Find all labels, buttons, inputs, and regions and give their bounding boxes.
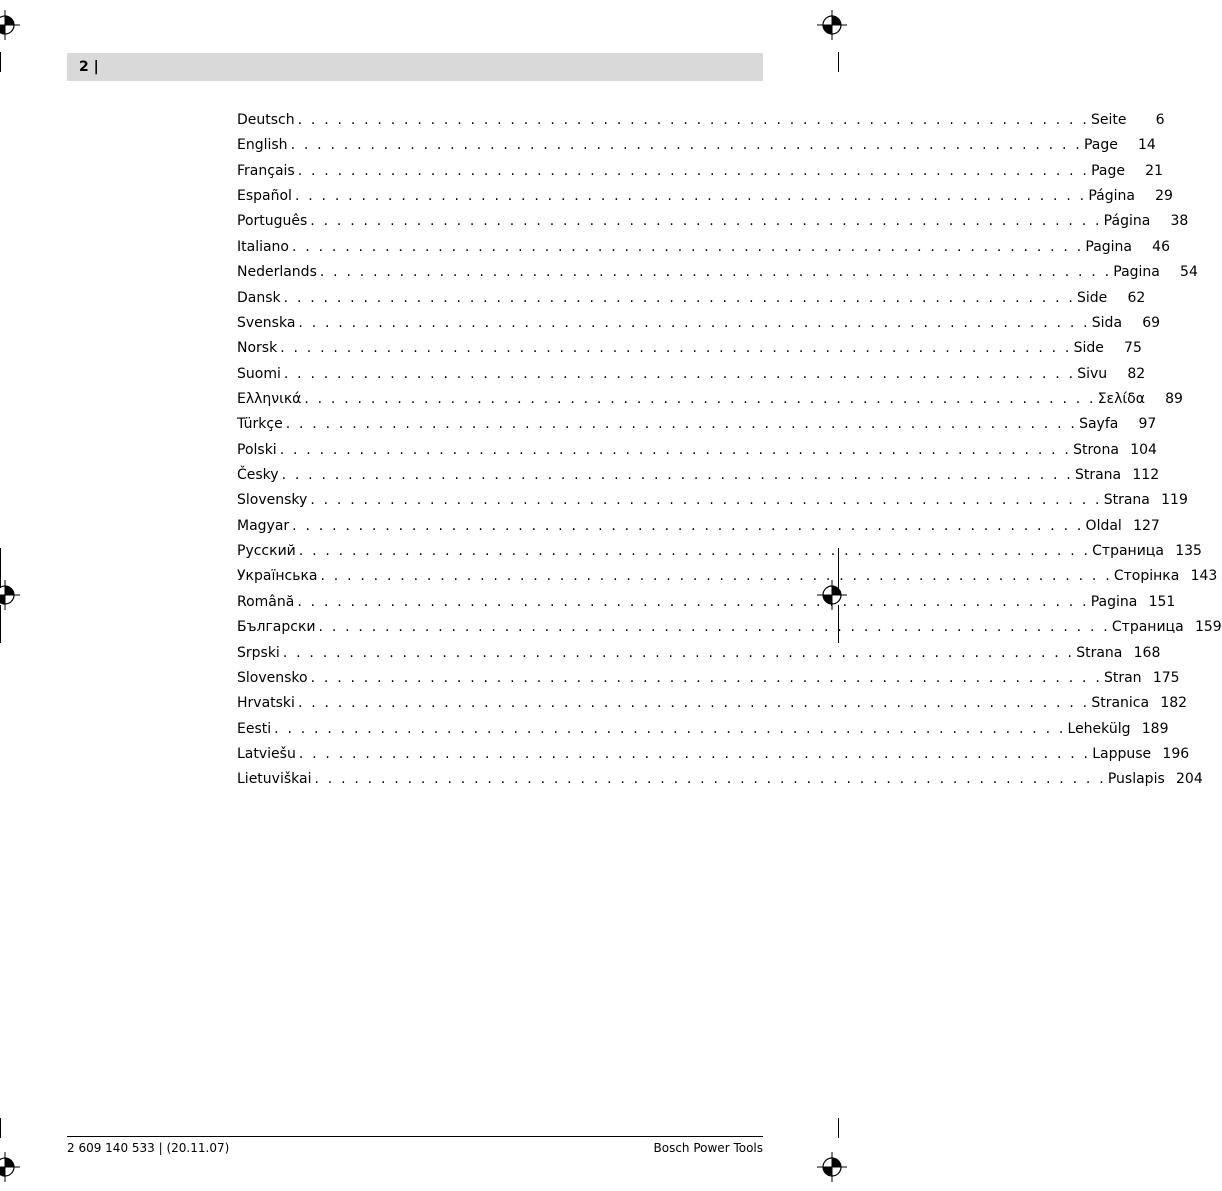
toc-entry[interactable] <box>237 717 1169 742</box>
toc-page-word: Side <box>1073 340 1104 357</box>
toc-page-word: Página <box>1088 188 1135 205</box>
toc-dot-leader: . . . . . . . . . . . . . . . . . . . . . . . . . . . . . . . . . . . . . . . . . . . . . . . . . . . . . . . . . . . . <box>285 416 1078 433</box>
toc-entry[interactable] <box>237 133 1156 158</box>
crop-mark <box>0 548 1 588</box>
toc-language: Español <box>237 188 292 205</box>
toc-entry[interactable] <box>237 362 1146 387</box>
crop-mark <box>0 52 1 72</box>
toc-page-word: Side <box>1077 289 1108 306</box>
crop-mark <box>0 1118 1 1138</box>
registration-mark-icon <box>0 8 22 42</box>
toc-page-number: 89 <box>1165 390 1183 407</box>
toc-language: Dansk <box>237 289 281 306</box>
toc-dot-leader: . . . . . . . . . . . . . . . . . . . . . . . . . . . . . . . . . . . . . . . . . . . . . . . . . . . . . . . . . . . . <box>280 340 1072 357</box>
toc-entry[interactable] <box>237 590 1176 615</box>
toc-dot-leader: . . . . . . . . . . . . . . . . . . . . . . . . . . . . . . . . . . . . . . . . . . . . . . . . . . . . . . . . . . . . <box>314 771 1106 788</box>
toc-page-word: Stranica <box>1091 695 1150 712</box>
toc-page-number: 46 <box>1152 238 1170 255</box>
registration-mark-icon <box>0 578 22 612</box>
toc-dot-leader: . . . . . . . . . . . . . . . . . . . . . . . . . . . . . . . . . . . . . . . . . . . . . . . . . . . . . . . . . . . . <box>290 137 1082 154</box>
toc-page-number: 112 <box>1132 467 1160 484</box>
toc-dot-leader: . . . . . . . . . . . . . . . . . . . . . . . . . . . . . . . . . . . . . . . . . . . . . . . . . . . . . . . . . . . . <box>298 543 1091 560</box>
toc-page-number: 182 <box>1160 695 1188 712</box>
page-number: 2 | <box>79 59 99 75</box>
toc-page-number: 14 <box>1138 137 1156 154</box>
toc-page-number: 127 <box>1133 517 1160 534</box>
crop-mark <box>838 52 839 72</box>
toc-entry[interactable] <box>237 666 1180 691</box>
toc-language: Magyar <box>237 517 290 534</box>
toc-entry[interactable] <box>237 260 1198 285</box>
toc-dot-leader: . . . . . . . . . . . . . . . . . . . . . . . . . . . . . . . . . . . . . . . . . . . . . . . . . . . . . . . . . . . . <box>319 264 1112 281</box>
toc-dot-leader: . . . . . . . . . . . . . . . . . . . . . . . . . . . . . . . . . . . . . . . . . . . . . . . . . . . . . . . . . . . . <box>279 441 1072 458</box>
toc-language: Nederlands <box>237 264 317 281</box>
toc-page-number: 189 <box>1141 720 1169 737</box>
toc-page-number: 175 <box>1152 669 1180 686</box>
toc-page-word: Pagina <box>1113 264 1160 281</box>
toc-language: Latviešu <box>237 745 296 762</box>
toc-dot-leader: . . . . . . . . . . . . . . . . . . . . . . . . . . . . . . . . . . . . . . . . . . . . . . . . . . . . . . . . . . . . <box>320 568 1112 585</box>
toc-entry[interactable] <box>237 387 1183 412</box>
toc-page-word: Сторінка <box>1113 568 1180 585</box>
toc-page-word: Página <box>1103 213 1151 230</box>
toc-entry[interactable] <box>237 336 1142 361</box>
document-number: 2 609 140 533 | (20.11.07) <box>67 1141 230 1155</box>
toc-entry[interactable] <box>237 691 1188 716</box>
toc-dot-leader: . . . . . . . . . . . . . . . . . . . . . . . . . . . . . . . . . . . . . . . . . . . . . . . . . . . . . . . . . . . . <box>283 289 1076 306</box>
toc-dot-leader: . . . . . . . . . . . . . . . . . . . . . . . . . . . . . . . . . . . . . . . . . . . . . . . . . . . . . . . . . . . . <box>297 162 1090 179</box>
toc-entry[interactable] <box>237 159 1163 184</box>
toc-entry[interactable] <box>237 286 1146 311</box>
toc-entry[interactable] <box>237 311 1161 336</box>
toc-page-word: Lappuse <box>1092 745 1152 762</box>
toc-page-word: Sayfa <box>1079 416 1119 433</box>
toc-page-number: 168 <box>1133 644 1161 661</box>
toc-entry[interactable] <box>237 412 1157 437</box>
toc-page-number: 38 <box>1170 213 1189 230</box>
toc-page-word: Sida <box>1091 314 1123 331</box>
toc-dot-leader: . . . . . . . . . . . . . . . . . . . . . . . . . . . . . . . . . . . . . . . . . . . . . . . . . . . . . . . . . . . . <box>274 720 1066 737</box>
toc-language: Slovensko <box>237 669 308 686</box>
toc-language: Srpski <box>237 644 280 661</box>
toc-language: Lietuviškai <box>237 771 312 788</box>
toc-language: Polski <box>237 441 277 458</box>
toc-entry[interactable] <box>237 108 1165 133</box>
brand-name: Bosch Power Tools <box>653 1141 763 1155</box>
toc-page-word: Page <box>1091 162 1125 179</box>
toc-page-number: 75 <box>1124 340 1142 357</box>
toc-language: Suomi <box>237 365 281 382</box>
toc-entry[interactable] <box>237 742 1190 767</box>
toc-page-number: 151 <box>1148 593 1176 610</box>
toc-page-number: 196 <box>1162 745 1190 762</box>
toc-language: Italiano <box>237 238 289 255</box>
toc-language: Slovensky <box>237 492 308 509</box>
toc-dot-leader: . . . . . . . . . . . . . . . . . . . . . . . . . . . . . . . . . . . . . . . . . . . . . . . . . . . . . . . . . . . . <box>282 644 1075 661</box>
toc-entry[interactable] <box>237 488 1188 513</box>
toc-language: Česky <box>237 467 279 484</box>
toc-dot-leader: . . . . . . . . . . . . . . . . . . . . . . . . . . . . . . . . . . . . . . . . . . . . . . . . . . . . . . . . . . . . <box>310 492 1102 509</box>
toc-page-number: 143 <box>1190 568 1218 585</box>
toc-page-number: 204 <box>1176 771 1203 788</box>
toc-entry[interactable] <box>237 539 1202 564</box>
toc-language: Ελληνικά <box>237 390 302 407</box>
toc-page-number: 82 <box>1127 365 1146 382</box>
toc-page-word: Puslapis <box>1107 771 1165 788</box>
toc-dot-leader: . . . . . . . . . . . . . . . . . . . . . . . . . . . . . . . . . . . . . . . . . . . . . . . . . . . . . . . . . . . . <box>292 238 1084 255</box>
toc-page-number: 54 <box>1180 264 1198 281</box>
toc-language: Français <box>237 162 295 179</box>
toc-language: Norsk <box>237 340 278 357</box>
toc-page-word: Page <box>1083 137 1118 154</box>
toc-page-number: 135 <box>1175 543 1202 560</box>
toc-dot-leader: . . . . . . . . . . . . . . . . . . . . . . . . . . . . . . . . . . . . . . . . . . . . . . . . . . . . . . . . . . . . <box>310 213 1102 230</box>
toc-entry[interactable] <box>237 438 1157 463</box>
toc-page-word: Strana <box>1074 467 1122 484</box>
toc-language: Svenska <box>237 314 296 331</box>
toc-page-word: Pagina <box>1085 238 1132 255</box>
toc-page-word: Strana <box>1103 492 1150 509</box>
toc-dot-leader: . . . . . . . . . . . . . . . . . . . . . . . . . . . . . . . . . . . . . . . . . . . . . . . . . . . . . . . . . . . . <box>318 619 1110 636</box>
header-band <box>67 53 763 81</box>
toc-language: Hrvatski <box>237 695 295 712</box>
toc-language: Português <box>237 213 308 230</box>
toc-language: Български <box>237 619 316 636</box>
toc-entry[interactable] <box>237 564 1218 589</box>
toc-dot-leader: . . . . . . . . . . . . . . . . . . . . . . . . . . . . . . . . . . . . . . . . . . . . . . . . . . . . . . . . . . . . <box>297 112 1089 128</box>
toc-entry[interactable] <box>237 235 1170 260</box>
toc-dot-leader: . . . . . . . . . . . . . . . . . . . . . . . . . . . . . . . . . . . . . . . . . . . . . . . . . . . . . . . . . . . . <box>297 695 1090 712</box>
toc-page-number: 159 <box>1194 619 1222 636</box>
toc-page-word: Страница <box>1092 543 1164 560</box>
toc-page-word: Oldal <box>1085 517 1122 534</box>
toc-entry[interactable] <box>237 767 1203 792</box>
toc-language: Русский <box>237 543 296 560</box>
crop-mark <box>838 1118 839 1138</box>
toc-page-number: 97 <box>1138 416 1157 433</box>
toc-page-word: Seite <box>1091 112 1127 128</box>
toc-dot-leader: . . . . . . . . . . . . . . . . . . . . . . . . . . . . . . . . . . . . . . . . . . . . . . . . . . . . . . . . . . . . <box>304 390 1096 407</box>
toc-language: Türkçe <box>237 416 283 433</box>
crop-mark <box>0 605 1 643</box>
toc-entry[interactable] <box>237 615 1222 640</box>
toc-page-word: Sivu <box>1077 365 1108 382</box>
toc-page-word: Страница <box>1111 619 1184 636</box>
toc-language: Eesti <box>237 720 272 737</box>
toc-page-number: 69 <box>1142 314 1161 331</box>
toc-entry[interactable] <box>237 463 1160 488</box>
table-of-contents <box>237 108 1222 793</box>
toc-dot-leader: . . . . . . . . . . . . . . . . . . . . . . . . . . . . . . . . . . . . . . . . . . . . . . . . . . . . . . . . . . . . <box>297 593 1089 610</box>
toc-page-word: Pagina <box>1090 593 1138 610</box>
toc-language: English <box>237 137 288 154</box>
registration-mark-icon <box>815 1150 849 1184</box>
toc-page-word: Stran <box>1103 669 1142 686</box>
toc-page-number: 104 <box>1130 441 1157 458</box>
toc-page-number: 6 <box>1155 112 1165 128</box>
registration-mark-icon <box>815 8 849 42</box>
toc-page-number: 119 <box>1161 492 1188 509</box>
toc-page-number: 21 <box>1145 162 1163 179</box>
toc-entry[interactable] <box>237 641 1161 666</box>
toc-page-word: Strana <box>1076 644 1123 661</box>
toc-language: Deutsch <box>237 112 295 128</box>
toc-page-word: Σελίδα <box>1097 390 1145 407</box>
toc-dot-leader: . . . . . . . . . . . . . . . . . . . . . . . . . . . . . . . . . . . . . . . . . . . . . . . . . . . . . . . . . . . . <box>281 467 1073 484</box>
registration-mark-icon <box>0 1150 22 1184</box>
toc-entry[interactable] <box>237 514 1160 539</box>
toc-page-number: 62 <box>1127 289 1146 306</box>
toc-page-number: 29 <box>1155 188 1173 205</box>
toc-dot-leader: . . . . . . . . . . . . . . . . . . . . . . . . . . . . . . . . . . . . . . . . . . . . . . . . . . . . . . . . . . . . <box>298 745 1091 762</box>
toc-dot-leader: . . . . . . . . . . . . . . . . . . . . . . . . . . . . . . . . . . . . . . . . . . . . . . . . . . . . . . . . . . . . <box>310 669 1102 686</box>
toc-dot-leader: . . . . . . . . . . . . . . . . . . . . . . . . . . . . . . . . . . . . . . . . . . . . . . . . . . . . . . . . . . . . <box>294 188 1087 205</box>
footer-divider <box>67 1136 763 1137</box>
toc-dot-leader: . . . . . . . . . . . . . . . . . . . . . . . . . . . . . . . . . . . . . . . . . . . . . . . . . . . . . . . . . . . . <box>292 517 1084 534</box>
toc-language: Українська <box>237 568 318 585</box>
toc-entry[interactable] <box>237 209 1189 234</box>
toc-dot-leader: . . . . . . . . . . . . . . . . . . . . . . . . . . . . . . . . . . . . . . . . . . . . . . . . . . . . . . . . . . . . <box>283 365 1076 382</box>
toc-page-word: Strona <box>1073 441 1119 458</box>
toc-dot-leader: . . . . . . . . . . . . . . . . . . . . . . . . . . . . . . . . . . . . . . . . . . . . . . . . . . . . . . . . . . . . <box>298 314 1090 331</box>
toc-page-word: Lehekülg <box>1067 720 1131 737</box>
toc-entry[interactable] <box>237 184 1173 209</box>
toc-language: Română <box>237 593 295 610</box>
